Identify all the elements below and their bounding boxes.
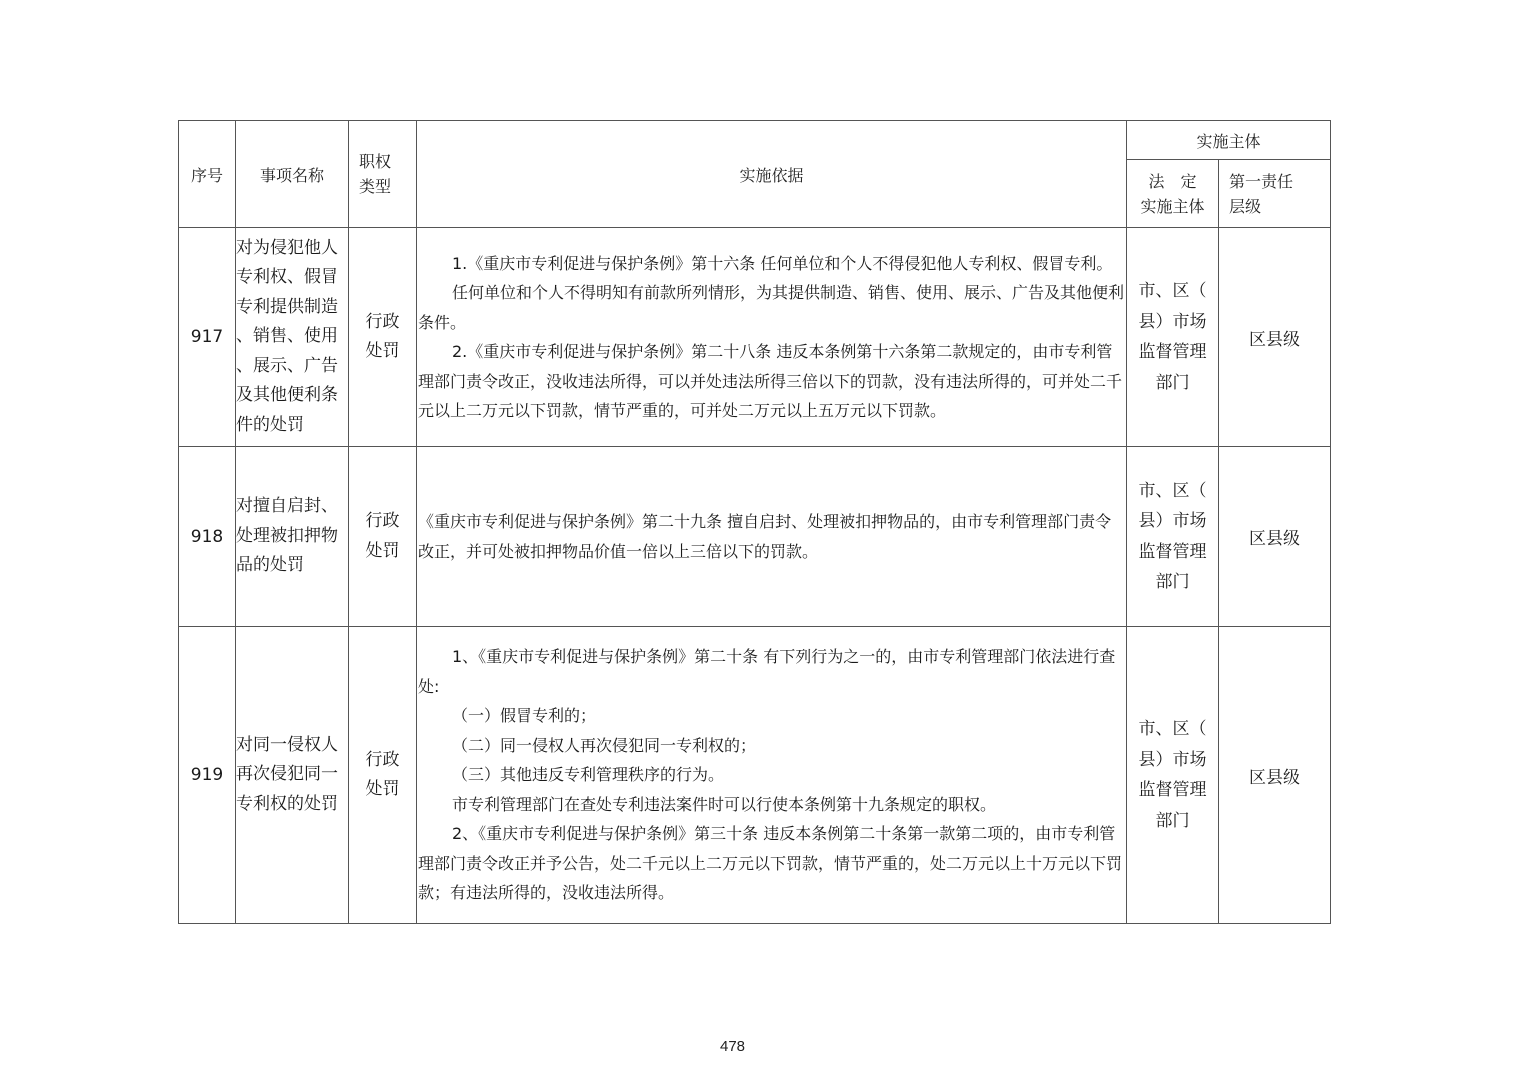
row-number: 919 <box>179 627 236 924</box>
header-name: 事项名称 <box>236 121 349 228</box>
header-subject: 实施主体 <box>1127 121 1331 160</box>
responsibility-level: 区县级 <box>1219 228 1331 447</box>
item-name: 对同一侵权人 再次侵犯同一 专利权的处罚 <box>236 627 349 924</box>
basis-paragraph: 任何单位和个人不得明知有前款所列情形，为其提供制造、销售、使用、展示、广告及其他便利条件。 <box>418 283 1125 332</box>
basis-paragraph: 市专利管理部门在查处专利违法案件时可以行使本条例第十九条规定的职权。 <box>452 794 997 814</box>
header-no: 序号 <box>179 121 236 228</box>
legal-subject: 市、区（ 县）市场 监督管理 部门 <box>1127 447 1219 627</box>
responsibility-level: 区县级 <box>1219 627 1331 924</box>
legal-basis <box>417 627 1127 924</box>
responsibility-level: 区县级 <box>1219 447 1331 627</box>
table-row <box>179 447 1331 627</box>
row-number: 917 <box>179 228 236 447</box>
item-name: 对为侵犯他人 专利权、假冒 专利提供制造 、销售、使用 、展示、广告 及其他便利条 件的处罚 <box>236 228 349 447</box>
row-number: 918 <box>179 447 236 627</box>
legal-basis <box>417 447 1127 627</box>
basis-paragraph: （三）其他违反专利管理秩序的行为。 <box>452 765 725 785</box>
authority-type: 行政 处罚 <box>349 228 417 447</box>
basis-paragraph: 2、《重庆市专利促进与保护条例》第三十条 违反本条例第二十条第一款第二项的，由市专利管理部门责令改正并予公告，处二千元以上二万元以下罚款，情节严重的，处二万元以上十万元以下罚款；有违法所得的，没收违法所得。 <box>418 824 1123 903</box>
item-name: 对擅自启封、 处理被扣押物 品的处罚 <box>236 447 349 627</box>
legal-subject: 市、区（ 县）市场 监督管理 部门 <box>1127 627 1219 924</box>
basis-paragraph: （一）假冒专利的； <box>452 706 597 726</box>
header-basis: 实施依据 <box>417 121 1127 228</box>
page-number: 478 <box>719 1038 746 1055</box>
basis-paragraph: （二）同一侵权人再次侵犯同一专利权的； <box>452 735 757 755</box>
basis-paragraph: 1.《重庆市专利促进与保护条例》第十六条 任何单位和个人不得侵犯他人专利权、假冒专利。 <box>452 253 1113 273</box>
basis-paragraph: 1、《重庆市专利促进与保护条例》第二十条 有下列行为之一的，由市专利管理部门依法进行查处: <box>418 647 1116 696</box>
authority-type: 行政 处罚 <box>349 447 417 627</box>
legal-subject: 市、区（ 县）市场 监督管理 部门 <box>1127 228 1219 447</box>
basis-paragraph: 2.《重庆市专利促进与保护条例》第二十八条 违反本条例第十六条第二款规定的，由市专利管理部门责令改正，没收违法所得，可以并处违法所得三倍以下的罚款，没有违法所得的，可并处二千元以上二万元以下罚款，情节严重的，可并处二万元以上五万元以下罚款。 <box>418 342 1123 420</box>
header-type: 职权 类型 <box>349 121 417 228</box>
table-row <box>179 228 1331 447</box>
header-level: 第一责任 层级 <box>1219 160 1331 228</box>
legal-basis <box>417 228 1127 447</box>
authority-table <box>178 120 1331 924</box>
header-legal-subject: 法 定 实施主体 <box>1127 160 1219 228</box>
authority-type: 行政 处罚 <box>349 627 417 924</box>
table-row <box>179 627 1331 924</box>
basis-paragraph: 《重庆市专利促进与保护条例》第二十九条 擅自启封、处理被扣押物品的，由市专利管理部门责令改正，并可处被扣押物品价值一倍以上三倍以下的罚款。 <box>418 512 1112 561</box>
